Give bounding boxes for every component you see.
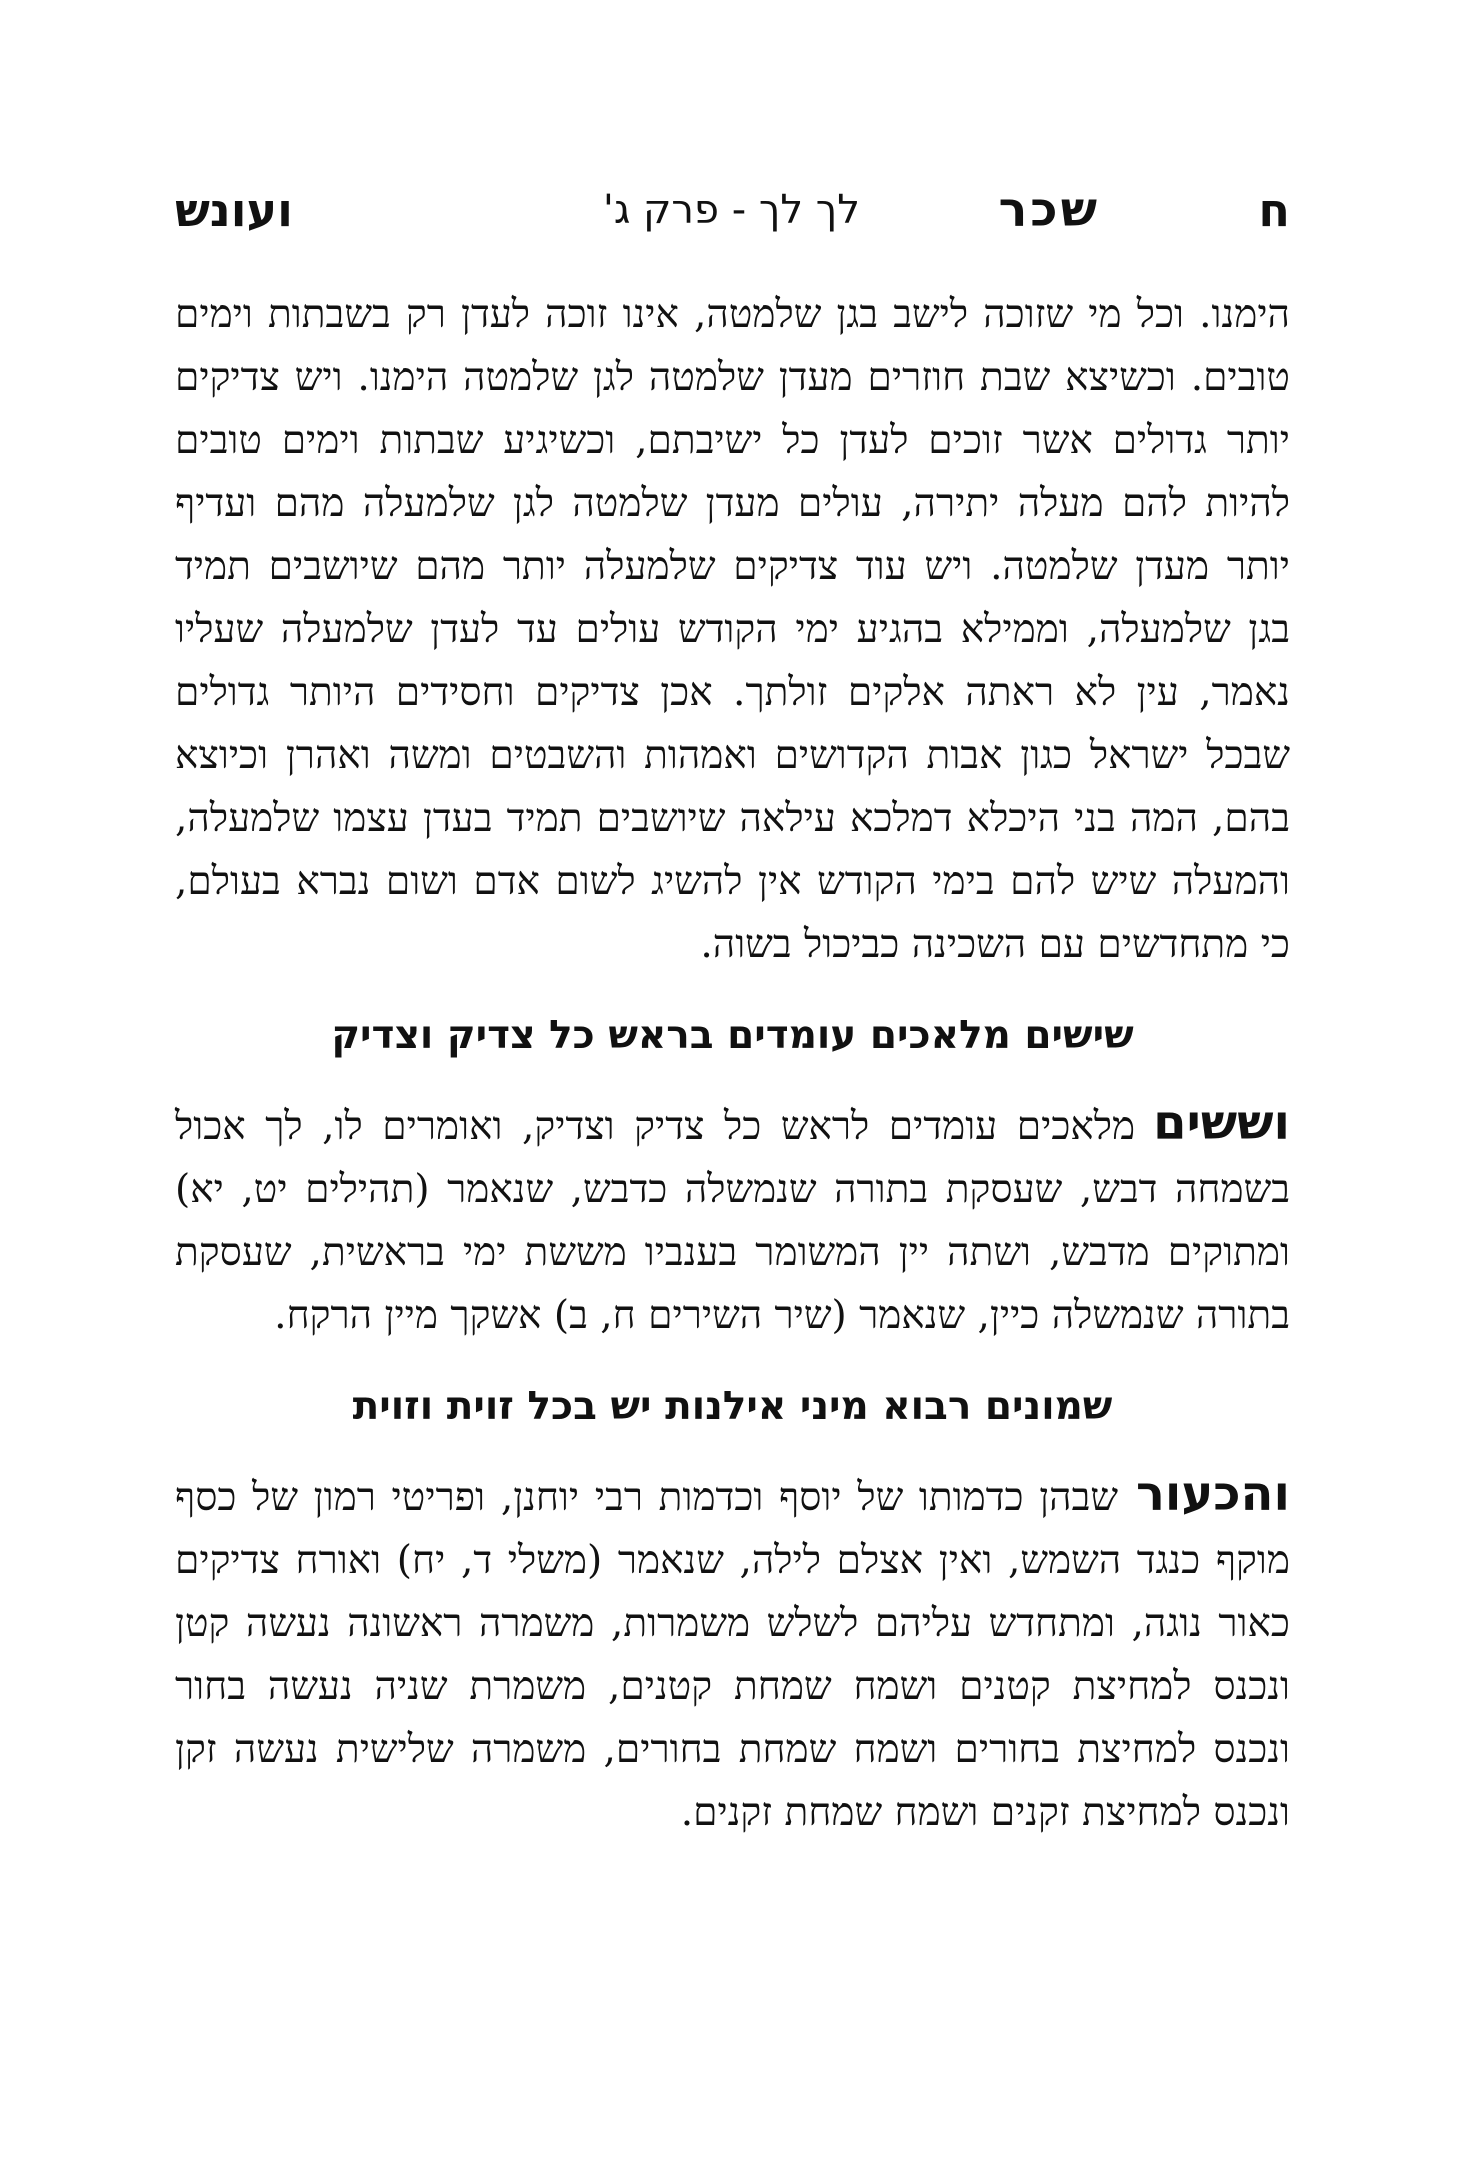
paragraph-continuation: הימנו. וכל מי שזוכה לישב בגן שלמטה, אינו זוכה לעדן רק בשבתות וימים טובים. וכשיצא שבת חוזרים מעדן שלמטה לגן שלמטה הימנו. ויש צדיקים יותר גדולים אשר זוכים לעדן כל ישיבתם, וכשיגיע שבתות וימים טובים להיות להם מעלה יתירה, עולים מעדן שלמטה לגן שלמעלה מהם ועדיף יותר מעדן שלמטה. ויש עוד צדיקים שלמעלה יותר מהם שיושבים תמיד בגן שלמעלה, וממילא בהגיע ימי הקודש עולים עד לעדן שלמעלה שעליו נאמר, עין לא ראתה אלקים זולתך. אכן צדיקים וחסידים היותר גדולים שבכל ישראל כגון אבות הקדושים ואמהות והשבטים ומשה ואהרן וכיוצא בהם, המה בני היכלא דמלכא עילאה שיושבים תמיד בעדן עצמו שלמעלה, והמעלה שיש להם בימי הקודש אין להשיג לשום אדם ושום נברא בעולם, כי מתחדשים עם השכינה כביכול בשוה. [175, 292, 1290, 967]
section-heading-trees: שמונים רבוא מיני אילנות יש בכל זוית וזוית [352, 1384, 1113, 1429]
paragraph-trees-text: שבהן כדמותו של יוסף וכדמות רבי יוחנן, ופריטי רמון של כסף מוקף כנגד השמש, ואין אצלם לילה, שנאמר (משלי ד, יח) ואורח צדיקים כאור נוגה, ומתחדש עליהם לשלש משמרות, משמרה ראשונה נעשה קטן ונכנס למחיצת קטנים ושמח שמחת קטנים, משמרת שניה נעשה בחור ונכנס למחיצת בחורים ושמח שמחת בחורים, משמרה שלישית נעשה זקן ונכנס למחיצת זקנים ושמח שמחת זקנים. [175, 1475, 1290, 1835]
opening-word-trees: והכעור [1136, 1466, 1290, 1522]
paragraph-angels-text: מלאכים עומדים לראש כל צדיק וצדיק, ואומרים לו, לך אכול בשמחה דבש, שעסקת בתורה שנמשלה כדבש, שנאמר (תהילים יט, יא) ומתוקים מדבש, ושתה יין המשומר בענביו מששת ימי בראשית, שעסקת בתורה שנמשלה כיין, שנאמר (שיר השירים ח, ב) אשקך מיין הרקח. [175, 1104, 1290, 1338]
header-chapter: לך לך - פרק ג' [602, 187, 860, 233]
paragraph-trees [175, 1463, 1290, 1844]
header-title-left: ועונש [175, 183, 293, 237]
header-title-right: שכר [998, 182, 1100, 238]
running-header [175, 175, 1290, 245]
page [175, 175, 1290, 1844]
page-number: ח [1258, 183, 1290, 237]
section-heading-angels: שישים מלאכים עומדים בראש כל צדיק וצדיק [331, 1013, 1134, 1058]
opening-word-angels: וששים [1153, 1095, 1290, 1151]
paragraph-angels [175, 1092, 1290, 1347]
